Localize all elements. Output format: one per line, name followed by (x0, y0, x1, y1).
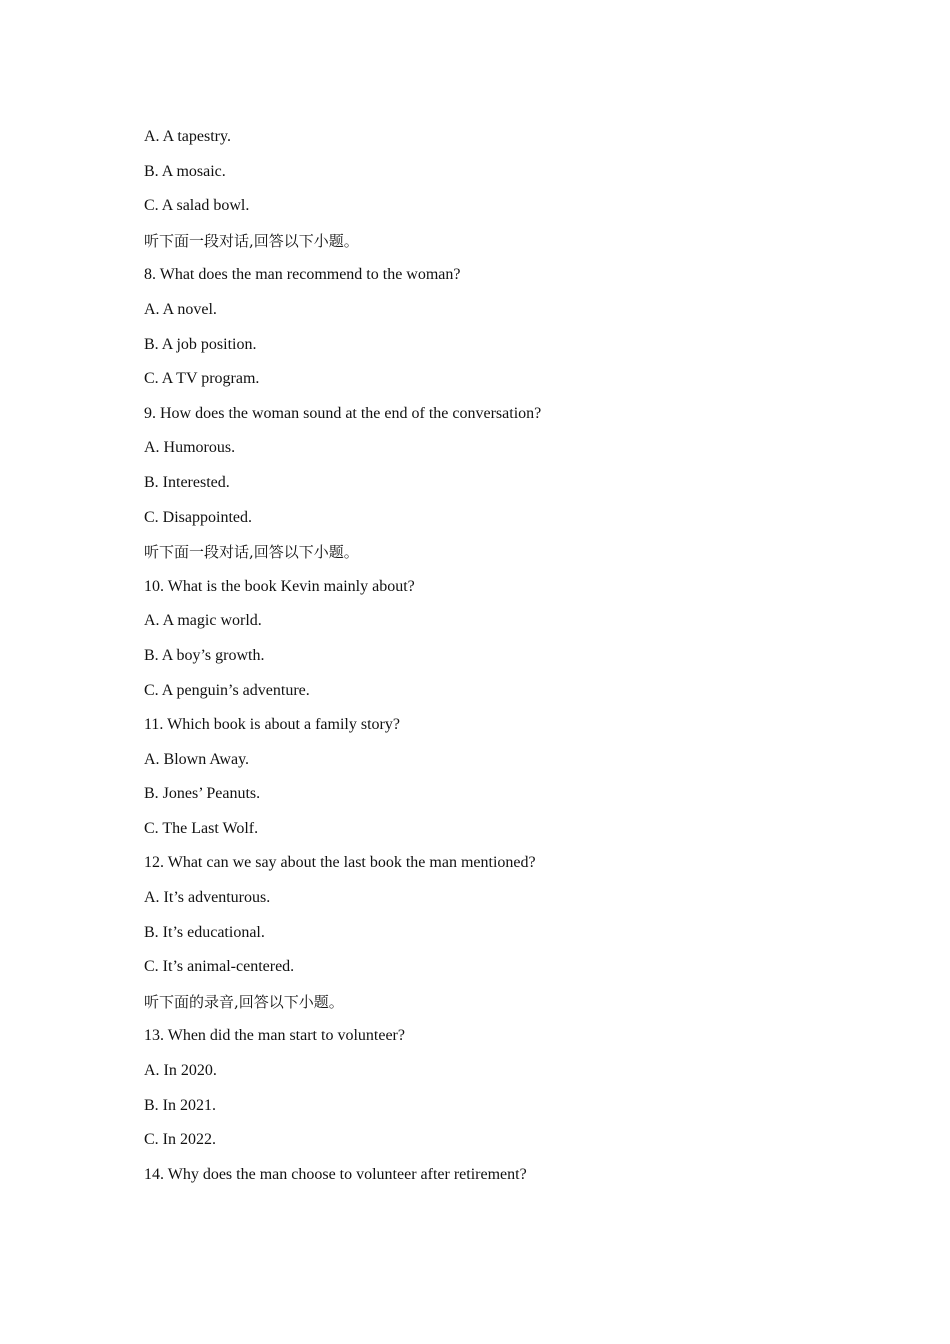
question-text: 8. What does the man recommend to the woman? (144, 266, 461, 284)
answer-option: C. A penguin’s adventure. (144, 681, 310, 699)
answer-option: B. Jones’ Peanuts. (144, 785, 261, 803)
answer-option: A. A tapestry. (144, 128, 231, 145)
answer-option: B. A boy’s growth. (144, 646, 265, 664)
answer-option: A. In 2020. (144, 1062, 217, 1080)
answer-option: A. Humorous. (144, 439, 236, 457)
answer-option: A. A novel. (144, 300, 217, 318)
answer-option: C. A salad bowl. (144, 197, 250, 215)
question-text: 11. Which book is about a family story? (144, 716, 400, 734)
question-text: 9. How does the woman sound at the end of the conversation? (144, 404, 542, 422)
answer-option: C. In 2022. (144, 1131, 216, 1149)
answer-option: C. The Last Wolf. (144, 819, 259, 837)
answer-option: B. A job position. (144, 335, 257, 353)
answer-option: A. Blown Away. (144, 750, 250, 768)
section-instruction: 听下面的录音,回答以下小题。 (144, 992, 344, 1011)
document-body (144, 124, 844, 1196)
question-text: 13. When did the man start to volunteer? (144, 1027, 405, 1045)
answer-option: A. A magic world. (144, 612, 262, 630)
answer-option: C. A TV program. (144, 370, 260, 388)
answer-option: B. A mosaic. (144, 162, 226, 180)
question-text: 10. What is the book Kevin mainly about? (144, 577, 415, 595)
question-text: 12. What can we say about the last book the man mentioned? (144, 854, 536, 872)
answer-option: B. In 2021. (144, 1096, 216, 1114)
answer-option: A. It’s adventurous. (144, 889, 271, 907)
question-text: 14. Why does the man choose to volunteer after retirement? (144, 1165, 527, 1183)
answer-option: C. Disappointed. (144, 508, 252, 526)
section-instruction: 听下面一段对话,回答以下小题。 (144, 231, 359, 250)
answer-option: C. It’s animal-centered. (144, 958, 295, 976)
section-instruction: 听下面一段对话,回答以下小题。 (144, 543, 359, 562)
answer-option: B. Interested. (144, 473, 230, 491)
answer-option: B. It’s educational. (144, 923, 265, 941)
